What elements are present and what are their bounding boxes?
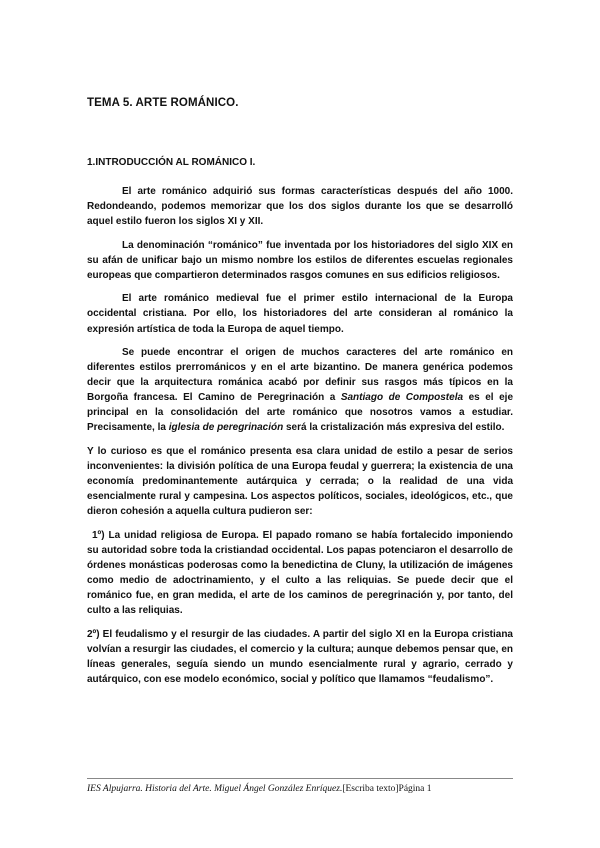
footer-placeholder[interactable]: [Escriba texto] [342, 784, 399, 794]
paragraph-international-style: El arte románico medieval fue el primer estilo internacional de la Europa occidental cristiana. Por ello, los historiadores del arte consideran al románico la expresión artística de toda la Europa de aquel tiempo. [87, 293, 513, 335]
paragraph-origins-text-c: será la cristalización más expresiva del estilo. [283, 422, 505, 434]
footer-divider [87, 778, 513, 779]
pilgrimage-church-emphasis: iglesia de peregrinación [168, 422, 284, 434]
paragraph-origins-text-b: es el eje principal en la consolidación del arte románico que nosotros vamos a estudiar. Precisamente, la [87, 392, 514, 434]
paragraph-feudalism: 2º) El feudalismo y el resurgir de las ciudades. A partir del siglo XI en la Europa cristiana volvían a resurgir las ciudades, el comercio y la cultura; aunque debemos pensar que, en líneas generales, seguía siendo un mundo esencialmente rural y agrario, cerrado y autárquico, con ese modelo económico, social y político que llamamos “feudalismo”. [87, 628, 513, 686]
paragraph-origins [87, 345, 513, 436]
page-title: TEMA 5. ARTE ROMÁNICO. [87, 97, 239, 109]
paragraph-origins-text-a: Se puede encontrar el origen de muchos caracteres del arte románico en diferentes estilos prerrománicos y en el arte bizantino. De manera genérica podemos decir que la arquitectura románica acabó por definir sus rasgos más típicos en la Borgoña francesa. El Camino de Peregrinación a [87, 347, 513, 404]
footer-credit: IES Alpujarra. Historia del Arte. Miguel Ángel González Enríquez. [87, 784, 343, 794]
document-body [87, 184, 513, 696]
paragraph-denomination: La denominación “románico” fue inventada por los historiadores del siglo XIX en su afán de unificar bajo un mismo nombre los estilos de diferentes escuelas regionales europeas que compartieron determinados rasgos comunes en sus edificios religiosos. [87, 239, 513, 281]
paragraph-unity: Y lo curioso es que el románico presenta esa clara unidad de estilo a pesar de serios inconvenientes: la división política de una Europa feudal y guerrera; la existencia de una economía predominantemente autárquica y cerrada; o la realidad de una vida esencialmente rural y campesina. Los aspectos políticos, sociales, ideológicos, etc., que dieron cohesión a aquella cultura pudieron ser: [87, 445, 513, 518]
footer-page-number: Página 1 [398, 784, 432, 794]
paragraph-religious-unity: 1º) La unidad religiosa de Europa. El papado romano se había fortalecido imponiendo su autoridad sobre toda la cristiandad occidental. Los papas potenciaron el desarrollo de órdenes monásticas poderosas como la benedictina de Cluny, la utilización de imágenes como medio de adoctrinamiento, y el culto a las reliquias. Se puede decir que el románico fue, en gran medida, el arte de los caminos de peregrinación y, por tanto, del culto a las reliquias. [87, 529, 513, 617]
santiago-emphasis: Santiago de Compostela [340, 392, 464, 404]
page-footer [87, 784, 432, 794]
paragraph-intro-dates: El arte románico adquirió sus formas características después del año 1000. Redondeando, podemos memorizar que los dos siglos durante los que se desarrolló aquel estilo fueron los siglos XI y XII. [87, 186, 513, 228]
section-heading: 1.INTRODUCCIÓN AL ROMÁNICO I. [87, 157, 256, 168]
